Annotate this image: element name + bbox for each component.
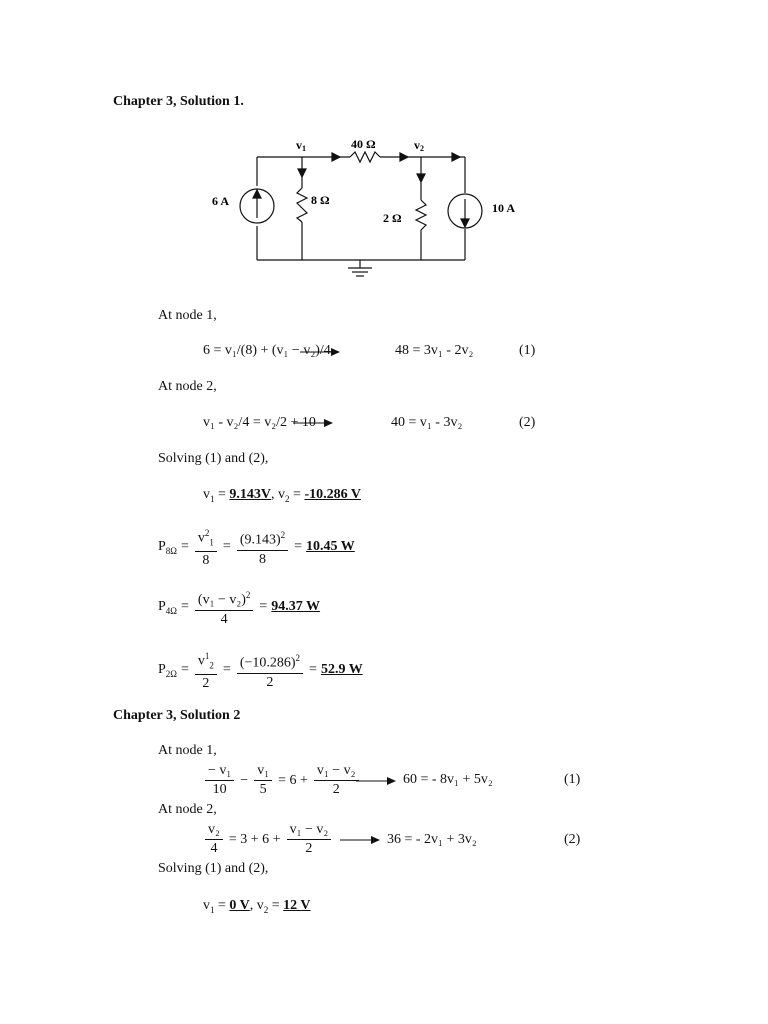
v1-value: 9.143V [229,487,272,502]
power-2ohm: $P_{2\Omega}$ = $\frac{v^1_2}{2}$ = $\frac{(-10.286)^2}{2}$ = 52.9 W [158,647,363,693]
resistor-8 [297,188,307,222]
arrow-icon [293,418,333,428]
sol2-node1-result: 60 = - 8v₁ + 5v₂ [403,772,493,787]
label-2ohm: 2 Ω [383,211,402,225]
sol2-v1-value: 0 V [229,898,250,913]
label-10a: 10 A [492,201,516,215]
p4-result: 94.37 W [271,599,321,615]
label-v1: v1 [296,138,306,153]
solution1-result: $v_1 = 9.143V$, $v_2 = -10.286$ V [203,487,361,504]
sol2-node2-result: 36 = - 2v₁ + 3v₂ [387,832,477,847]
sol2-eq-number-1: (1) [564,772,581,787]
arrow-icon [300,347,340,357]
node1-label: At node 1, [158,308,217,323]
node2-label: At node 2, [158,379,217,394]
node2-equation: v₁ - v₂/4 = v₂/2 + 10 [203,415,316,430]
label-v2: v2 [414,138,424,153]
sol2-node2-label: At node 2, [158,802,217,817]
eq-number-1: (1) [519,343,536,358]
node1-equation: 6 = v₁/(8) + (v₁ − v₂)/4 [203,343,331,358]
arrow-icon [340,835,380,845]
sol2-node2-equation: $\frac{\text{v₂}}{4}$ = 3 + 6 + $\frac{\text{v₁ − v₂}}{2}$ [203,821,333,858]
solving-label: Solving (1) and (2), [158,451,269,466]
resistor-40 [350,152,380,162]
node2-result: 40 = v₁ - 3v₂ [391,415,463,430]
label-8ohm: 8 Ω [311,193,330,207]
arrow-icon [356,776,396,786]
sol2-node1-equation: $\frac{\text{− v₁}}{10}$ − $\frac{\text{v₁}}{5}$ = 6 + $\frac{\text{v₁ − v₂}}{2}$ [203,762,361,799]
circuit-diagram [200,130,540,285]
sol2-solving-label: Solving (1) and (2), [158,861,269,876]
power-8ohm: $P_{8\Omega}$ = $\frac{v^2_1}{8}$ = $\frac{(9.143)^2}{8}$ = 10.45 W [158,524,355,570]
label-6a: 6 A [212,194,230,208]
p8-result: 10.45 W [306,539,355,555]
sol2-node1-label: At node 1, [158,743,217,758]
solution2-heading: Chapter 3, Solution 2 [113,708,241,723]
p2-result: 52.9 W [320,662,363,678]
power-4ohm: $P_{4\Omega}$ = $\frac{(v_1 - v_2)^2}{4}$ = 94.37 W [158,586,320,629]
sol2-eq-number-2: (2) [564,832,581,847]
solution2-result: $v_1 = 0$ V, $v_2 = 12$ V [203,898,311,915]
sol2-v2-value: 12 V [283,898,311,913]
eq-number-2: (2) [519,415,536,430]
v2-value: -10.286 V [304,487,361,502]
resistor-2 [416,200,426,230]
node1-result: 48 = 3v₁ - 2v₂ [395,343,474,358]
solution1-heading: Chapter 3, Solution 1. [113,94,244,109]
label-40ohm: 40 Ω [351,137,376,151]
